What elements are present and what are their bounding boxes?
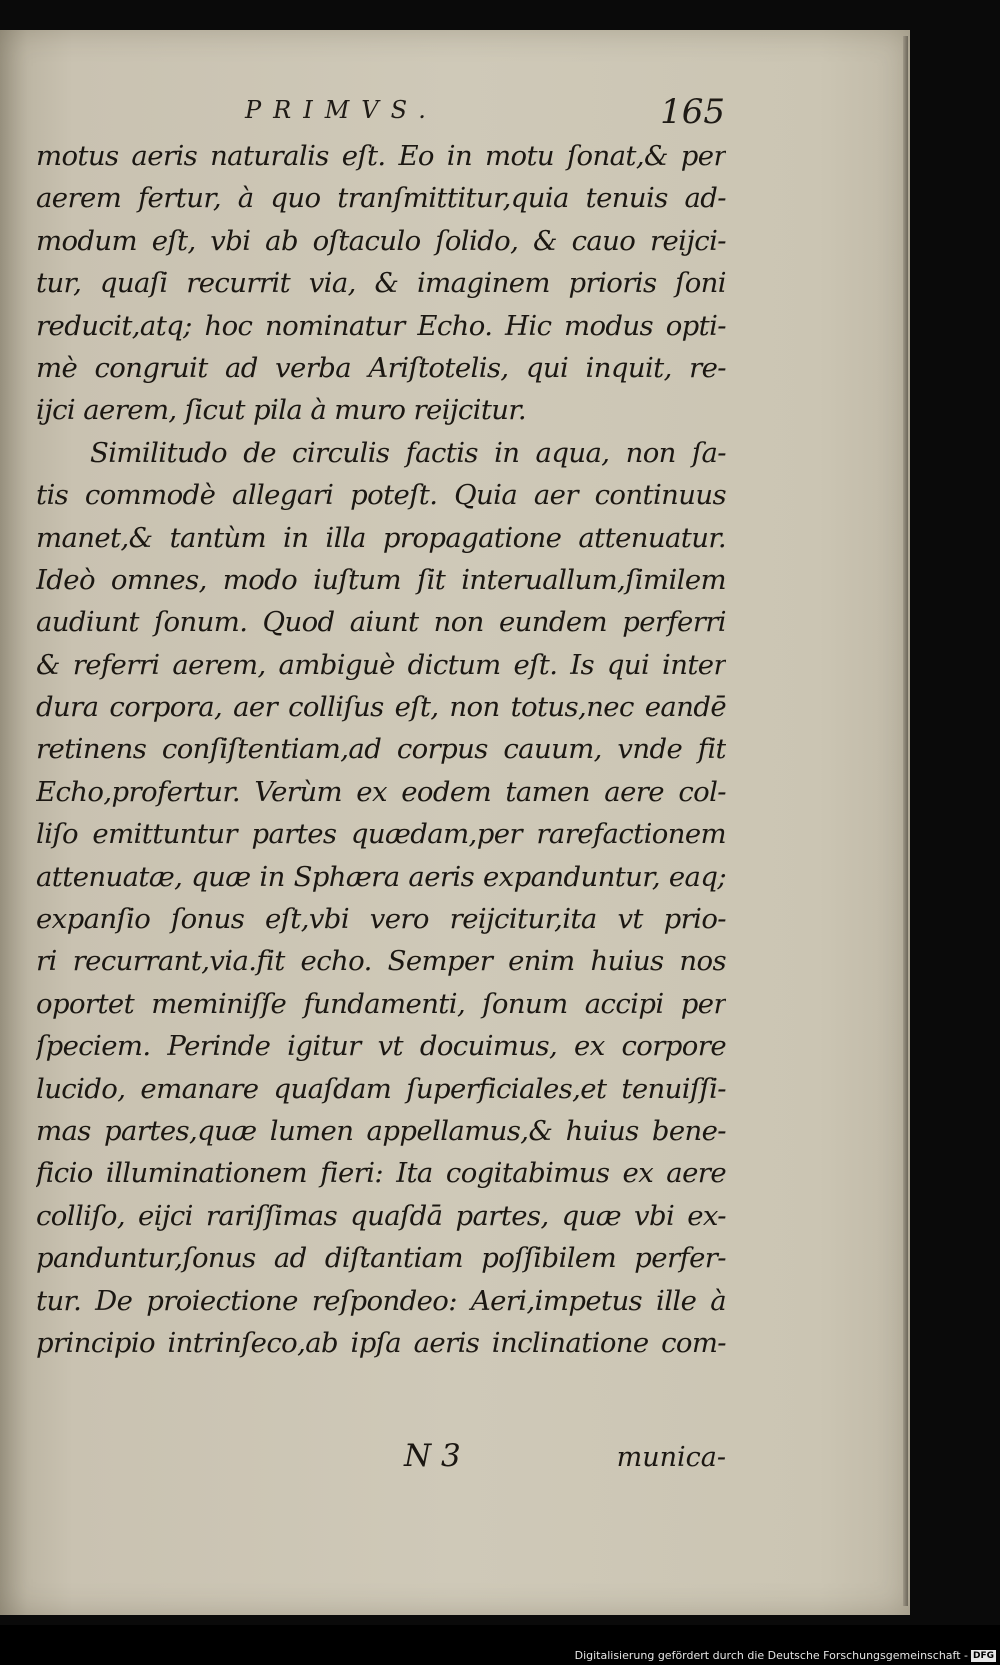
text-line: audiunt ſonum. Quod aiunt non eundem perferri [36, 606, 726, 639]
signature-mark: N 3 [404, 1438, 461, 1474]
page-number: 165 [660, 92, 725, 132]
text-line: ficio illuminationem fieri: Ita cogitabimus ex aere [36, 1157, 726, 1190]
text-line: lucido, emanare quaſdam ſuperficiales,et tenuiſſi- [36, 1072, 726, 1105]
text-line: mas partes,quæ lumen appellamus,& huius bene- [36, 1114, 726, 1147]
credit-text: Digitalisierung gefördert durch die Deutsche Forschungsgemeinschaft - [574, 1649, 968, 1662]
running-head [245, 92, 725, 132]
text-line: liſo emittuntur partes quædam,per rarefactionem [36, 818, 726, 851]
text-line: Ideò omnes, modo iuſtum ſit interuallum,ſimilem [36, 563, 726, 596]
paragraph-start-line: Similitudo de circulis factis in aqua, non ſa- [90, 436, 726, 469]
text-line: modum eſt, vbi ab oſtaculo ſolido, & cauo reijci- [36, 224, 726, 257]
page-footer [36, 1438, 726, 1482]
text-line: ri recurrant,via.fit echo. Semper enim huius nos [36, 945, 726, 978]
text-line: aerem fertur, à quo tranſmittitur,quia tenuis ad- [36, 182, 726, 215]
text-line: ſpeciem. Perinde igitur vt docuimus, ex corpore [36, 1030, 726, 1063]
running-head-title: PRIMVS. [245, 96, 438, 124]
text-line: & referri aerem, ambiguè dictum eſt. Is qui inter [36, 648, 726, 681]
text-line: tur. De proiectione reſpondeo: Aeri,impetus ille à [36, 1284, 726, 1317]
page-edge [903, 36, 908, 1606]
text-line: retinens conſiſtentiam,ad corpus cauum, vnde fit [36, 733, 726, 766]
text-line: attenuatæ, quæ in Sphæra aeris expanduntur, eaq; [36, 860, 726, 893]
text-line: motus aeris naturalis eſt. Eo in motu ſonat,& per [36, 140, 726, 172]
text-line: principio intrinſeco,ab ipſa aeris inclinatione com- [36, 1326, 726, 1359]
text-line: manet,& tantùm in illa propagatione attenuatur. [36, 521, 726, 554]
text-line: ijci aerem, ſicut pila à muro reijcitur. [36, 394, 527, 427]
text-line: mè congruit ad verba Ariſtotelis, qui inquit, re- [36, 351, 726, 384]
text-line: oportet meminiſſe fundamenti, ſonum accipi per [36, 987, 726, 1020]
dfg-logo: DFG [972, 1650, 994, 1661]
digitization-credit [575, 1649, 996, 1662]
text-line: expanſio ſonus eſt,vbi vero reijcitur,ita vt prio- [36, 903, 726, 936]
text-line: Echo,profertur. Verùm ex eodem tamen aere col- [36, 775, 726, 808]
text-line: dura corpora, aer colliſus eſt, non totus,nec eandē [36, 691, 726, 724]
text-line: tur, quaſi recurrit via, & imaginem prioris ſoni [36, 267, 726, 300]
text-line: colliſo, eijci rariſſimas quaſdā partes, quæ vbi ex- [36, 1199, 726, 1232]
text-line: reducit,atq; hoc nominatur Echo. Hic modus opti- [36, 309, 726, 342]
text-line: panduntur,ſonus ad diſtantiam poſſibilem perfer- [36, 1242, 726, 1275]
catchword: munica- [616, 1442, 726, 1473]
body-text [36, 135, 726, 1364]
text-line: tis commodè allegari poteſt. Quia aer continuus [36, 479, 726, 512]
